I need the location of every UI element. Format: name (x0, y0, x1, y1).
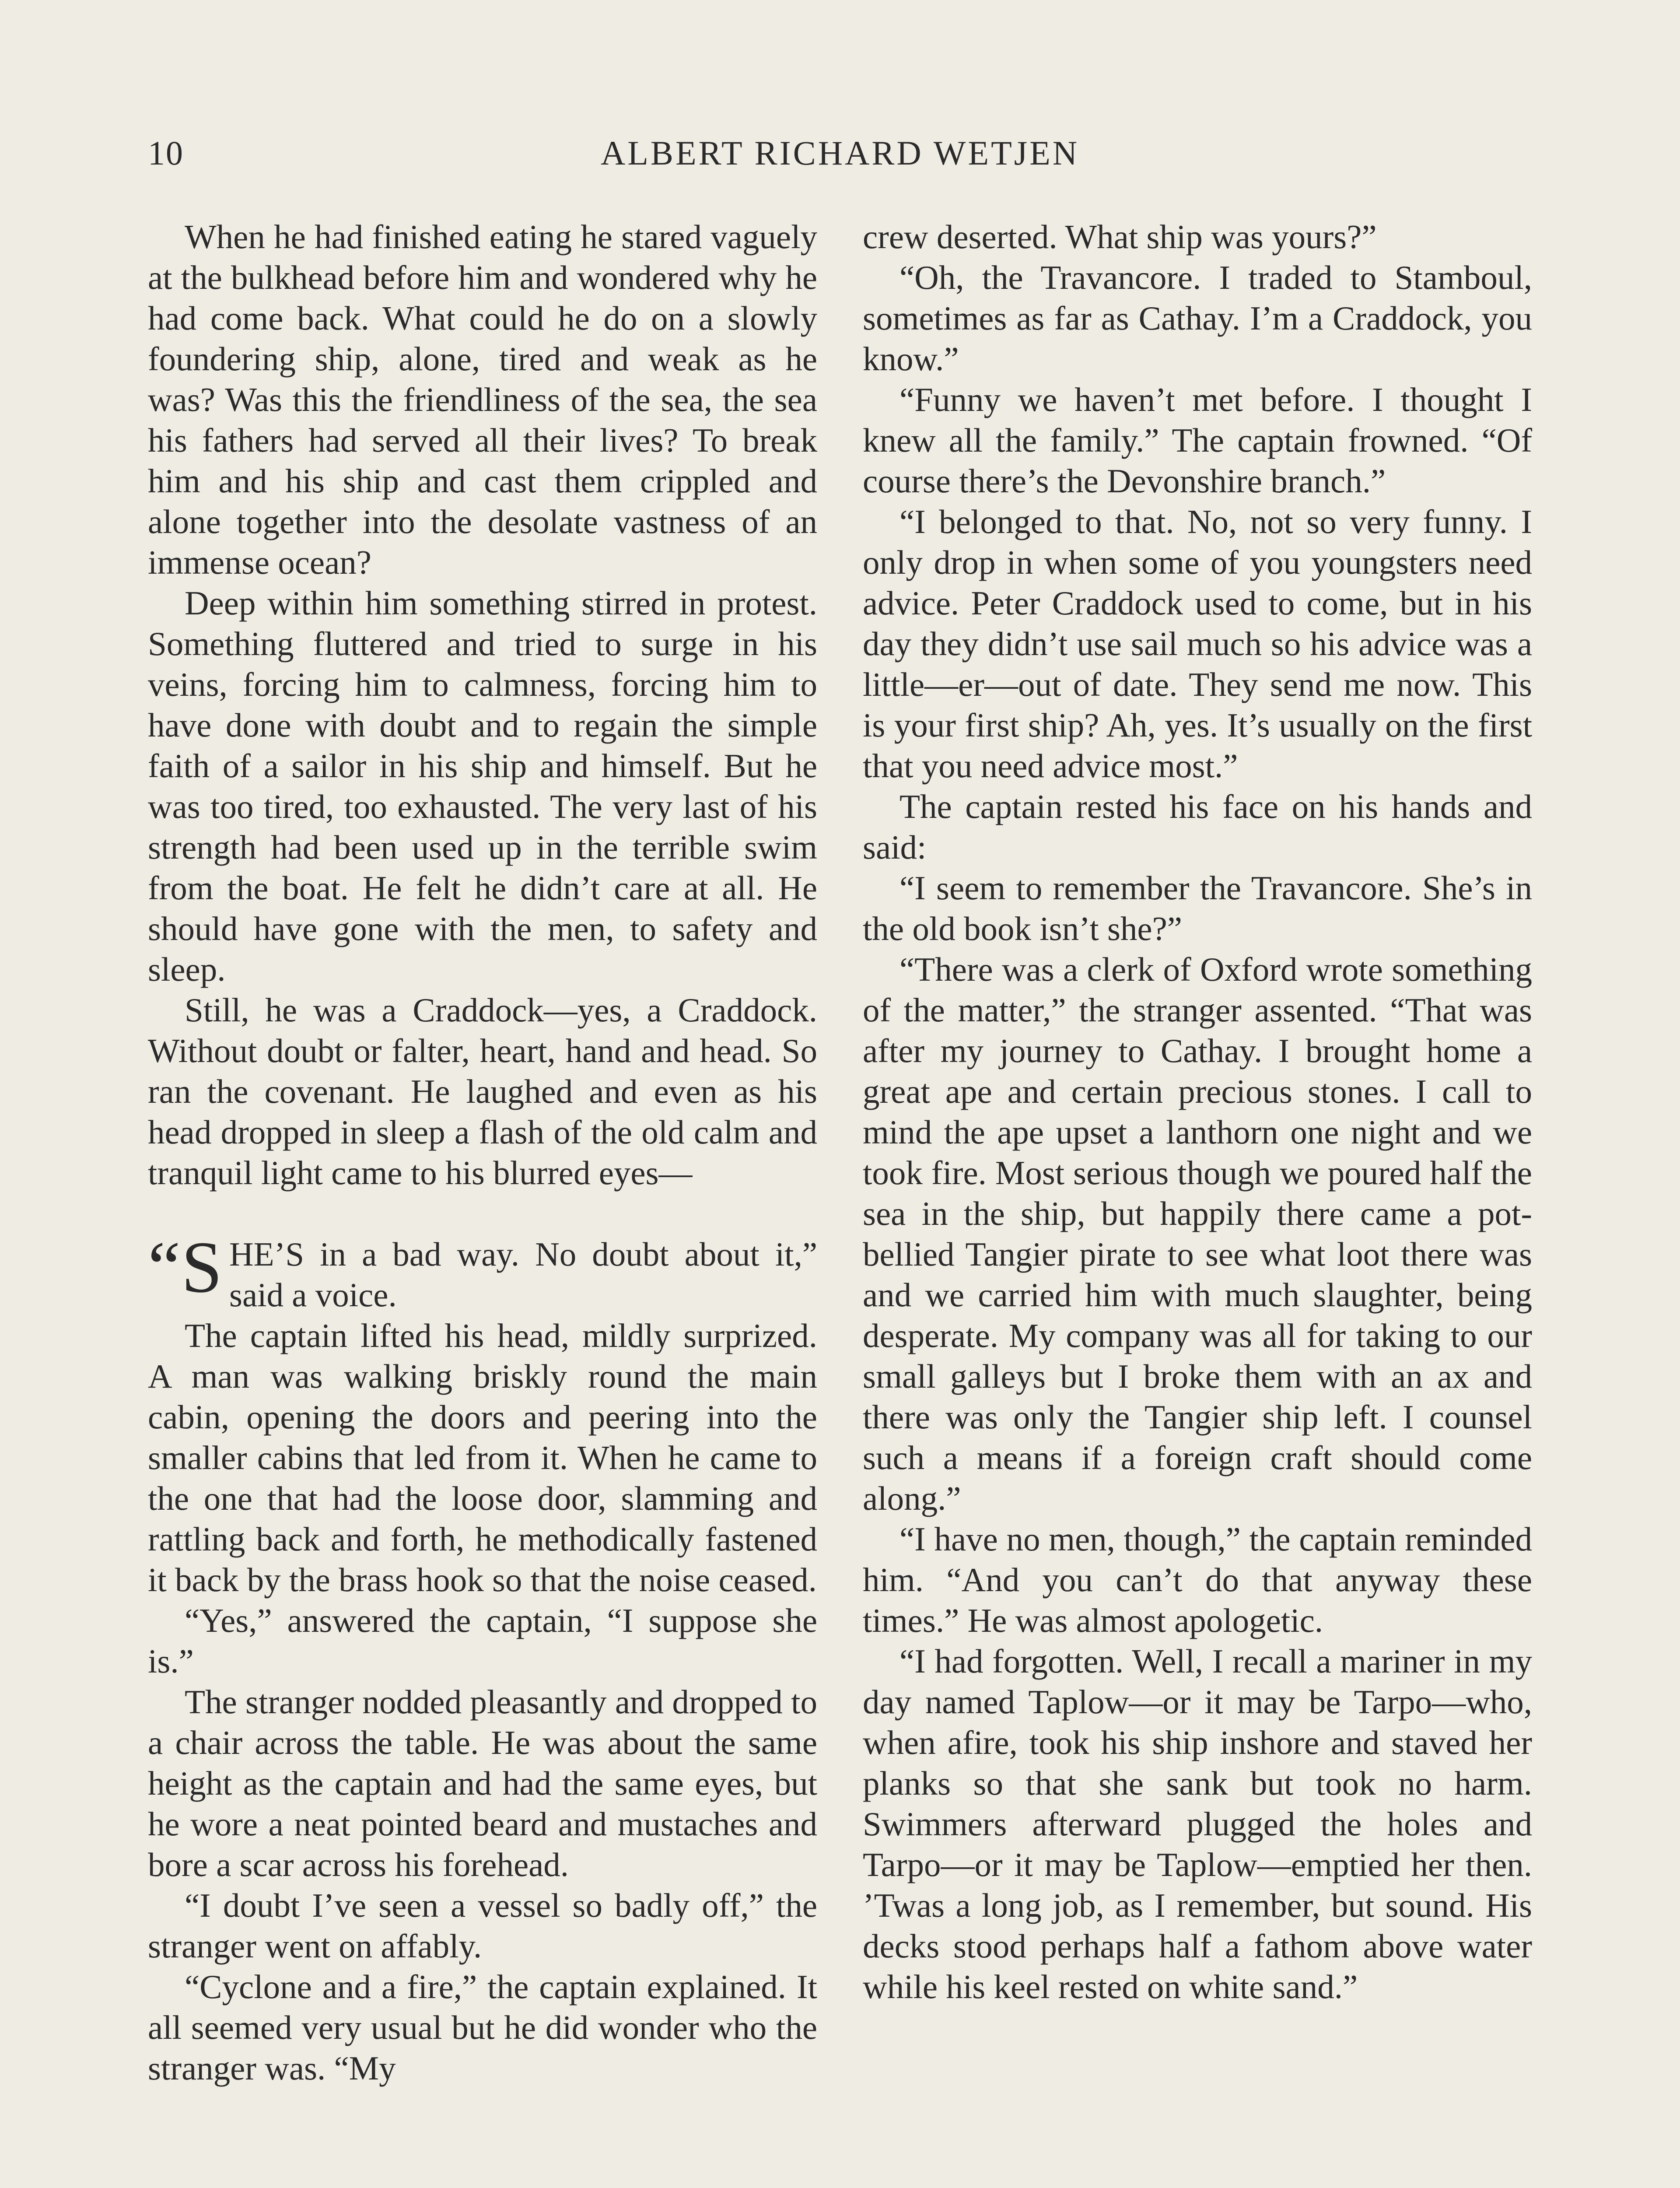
paragraph: “Oh, the Travancore. I traded to Stamboul, sometimes as far as Cathay. I’m a Craddock, you know.” (863, 259, 1532, 378)
paragraph-continued: crew deserted. What ship was yours?” (863, 218, 1377, 256)
dropcap-paragraph-text: HE’S in a bad way. No doubt about it,” said a voice. (229, 1235, 817, 1314)
paragraph: “I doubt I’ve seen a vessel so badly off,” the stranger went on affably. (148, 1886, 817, 1965)
paragraph: “Yes,” answered the captain, “I suppose she is.” (148, 1602, 817, 1680)
page-header (0, 131, 1680, 175)
paragraph: “I have no men, though,” the captain reminded him. “And you can’t do that anyway these times.” He was almost apologetic. (863, 1520, 1532, 1639)
paragraph: “Funny we haven’t met before. I thought I knew all the family.” The captain frowned. “Of course there’s the Devonshire branch.” (863, 381, 1532, 500)
left-column (148, 217, 817, 2089)
drop-cap: “S (148, 1227, 223, 1308)
section-break (148, 1193, 817, 1234)
paragraph: “Cyclone and a fire,” the captain explained. It all seemed very usual but he did wonder who the stranger was. “My (148, 1968, 817, 2087)
paragraph: The stranger nodded pleasantly and dropped to a chair across the table. He was about the same height as the captain and had the same eyes, but he wore a neat pointed beard and mustaches and bore a scar across his forehead. (148, 1683, 817, 1883)
paragraph: When he had finished eating he stared vaguely at the bulkhead before him and wondered why he had come back. What could he do on a slowly foundering ship, alone, tired and weak as he was? Was this the friendliness of the sea, the sea his fathers had served all their lives? To break him and his ship and cast them crippled and alone together into the desolate vastness of an immense ocean? (148, 218, 817, 581)
paragraph: Still, he was a Craddock—yes, a Craddock. Without doubt or falter, heart, hand and head. So ran the covenant. He laughed and even as his head dropped in sleep a flash of the old calm and tranquil light came to his blurred eyes— (148, 991, 817, 1192)
right-column (863, 217, 1532, 2007)
paragraph: “I seem to remember the Travancore. She’s in the old book isn’t she?” (863, 869, 1532, 947)
page-number: 10 (148, 134, 184, 172)
paragraph: “I had forgotten. Well, I recall a mariner in my day named Taplow—or it may be Tarpo—who, when afire, took his ship inshore and staved her planks so that she sank but took no harm. Swimmers afterward plugged the holes and Tarpo—or it may be Taplow—emptied her then. ’Twas a long job, as I remember, but sound. His decks stood perhaps half a fathom above water while his keel rested on white sand.” (863, 1642, 1532, 2006)
paragraph: The captain lifted his head, mildly surprized. A man was walking briskly round the main cabin, opening the doors and peering into the smaller cabins that led from it. When he came to the one that had the loose door, slamming and rattling back and forth, he methodically fastened it back by the brass hook so that the noise ceased. (148, 1317, 817, 1599)
paragraph: “There was a clerk of Oxford wrote something of the matter,” the stranger assented. “That was after my journey to Cathay. I brought home a great ape and certain precious stones. I call to mind the ape upset a lanthorn one night and we took fire. Most serious though we poured half the sea in the ship, but happily there came a pot-bellied Tangier pirate to see what loot there was and we carried him with much slaughter, being desperate. My company was all for taking to our small galleys but I broke them with an ax and there was only the Tangier ship left. I counsel such a means if a foreign craft should come along.” (863, 950, 1532, 1517)
running-head: ALBERT RICHARD WETJEN (600, 134, 1080, 172)
paragraph: “I belonged to that. No, not so very funny. I only drop in when some of you youngsters need advice. Peter Craddock used to come, but in his day they didn’t use sail much so his advice was a little—er—out of date. They send me now. This is your first ship? Ah, yes. It’s usually on the first that you need advice most.” (863, 503, 1532, 785)
paragraph: The captain rested his face on his hands and said: (863, 788, 1532, 866)
dropcap-paragraph (148, 1227, 817, 1315)
paragraph: Deep within him something stirred in protest. Something fluttered and tried to surge in his veins, forcing him to calmness, forcing him to have done with doubt and to regain the simple faith of a sailor in his ship and himself. But he was too tired, too exhausted. The very last of his strength had been used up in the terrible swim from the boat. He felt he didn’t care at all. He should have gone with the men, to safety and sleep. (148, 584, 817, 988)
